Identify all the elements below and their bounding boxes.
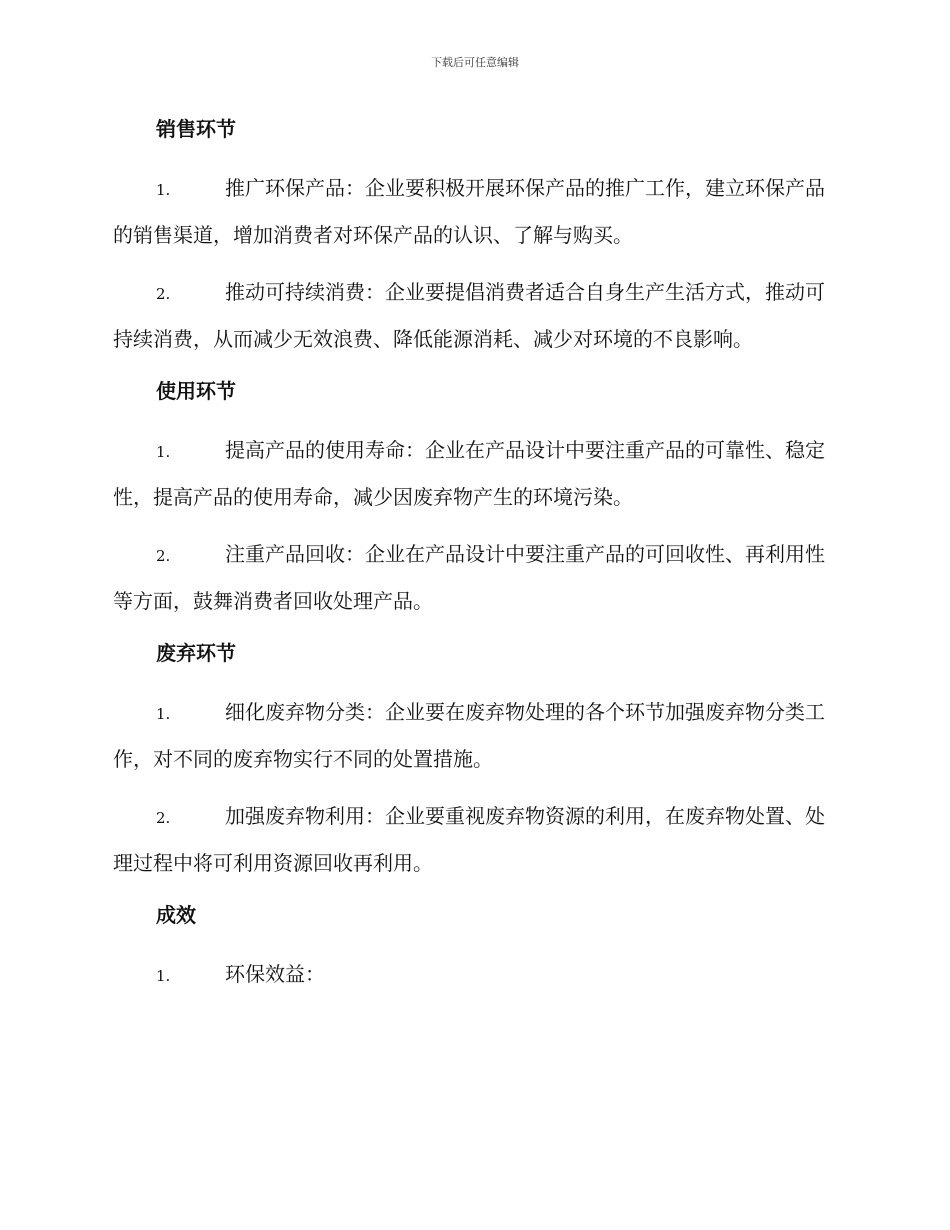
item-text: 细化废弃物分类：企业要在废弃物处理的各个环节加强废弃物分类工作，对不同的废弃物实行不同的处置措施。 <box>113 700 825 771</box>
section-title: 成效 <box>156 903 196 927</box>
item-number: 1. <box>156 181 171 199</box>
document-body <box>113 112 837 1011</box>
item-text: 推动可持续消费：企业要提倡消费者适合自身生产生活方式，推动可持续消费，从而减少无效浪费、降低能源消耗、减少对环境的不良影响。 <box>113 280 825 351</box>
item-number: 2. <box>156 809 171 827</box>
item-number: 1. <box>156 443 171 461</box>
list-item <box>113 428 837 520</box>
section-title: 废弃环节 <box>156 641 236 665</box>
item-text: 提高产品的使用寿命：企业在产品设计中要注重产品的可靠性、稳定性，提高产品的使用寿命，减少因废弃物产生的环境污染。 <box>113 438 825 509</box>
section-disposal <box>113 636 837 886</box>
item-text: 环保效益： <box>225 962 325 986</box>
list-item <box>113 952 837 999</box>
item-text: 推广环保产品：企业要积极开展环保产品的推广工作，建立环保产品的销售渠道，增加消费者对环保产品的认识、了解与购买。 <box>113 176 825 247</box>
section-results <box>113 898 837 999</box>
item-number: 1. <box>156 705 171 723</box>
list-item <box>113 532 837 624</box>
section-title: 使用环节 <box>156 379 236 403</box>
list-item <box>113 166 837 258</box>
list-item <box>113 794 837 886</box>
item-number: 1. <box>156 967 171 985</box>
item-number: 2. <box>156 285 171 303</box>
item-text: 注重产品回收：企业在产品设计中要注重产品的可回收性、再利用性等方面，鼓舞消费者回收处理产品。 <box>113 542 825 613</box>
item-number: 2. <box>156 547 171 565</box>
list-item <box>113 690 837 782</box>
list-item <box>113 270 837 362</box>
section-title: 销售环节 <box>156 117 236 141</box>
section-usage <box>113 374 837 624</box>
page-header: 下载后可任意编辑 <box>431 56 519 69</box>
section-sales <box>113 112 837 362</box>
item-text: 加强废弃物利用：企业要重视废弃物资源的利用，在废弃物处置、处理过程中将可利用资源回收再利用。 <box>113 804 825 875</box>
